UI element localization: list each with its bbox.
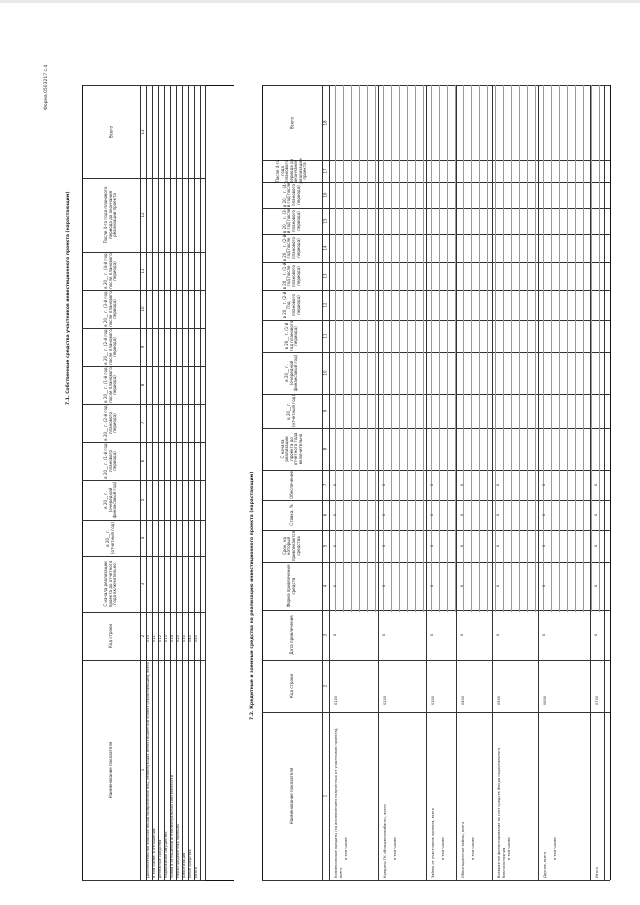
s1-row-name: денежные средства: [158, 839, 162, 878]
s2-col-number: 5: [322, 544, 328, 548]
s2-x-mark: x: [495, 513, 500, 517]
s2-row-code: 0600: [543, 695, 547, 705]
s2-col-number: 4: [322, 584, 328, 588]
s2-row-name: Коммерческие кредиты (за исключением полученных от участников проекта), всего: [334, 727, 343, 878]
s2-x-mark: x: [381, 584, 386, 588]
s2-col-number: 18: [322, 119, 328, 126]
section2-title: 7.2. Кредитные и заемные средства на реализацию инвестиционного проекта (нарастающим): [250, 471, 255, 720]
s1-row-code: 011: [152, 635, 156, 642]
s2-col-number: 15: [322, 218, 328, 224]
s1-header-report: в 20__ г. (отчетный год): [105, 522, 115, 555]
s1-header-start: С начала реализации проекта до отчетного года включительно: [103, 560, 118, 608]
s1-row-code: 014: [170, 635, 174, 642]
s2-row-sub: в том числе:: [553, 836, 557, 860]
s2-header-term: Срок, на который привлекаются средства: [281, 530, 301, 562]
s2-row-name: Займы от участников проекта, всего: [431, 808, 435, 878]
s1-col-number: 7: [140, 421, 145, 425]
s1-col-number: 5: [140, 498, 145, 502]
form-tag: Форма 0503217 с.4: [44, 64, 49, 110]
s2-row-sub: в том числе:: [471, 836, 475, 860]
s2-row-sub: в том числе:: [344, 836, 348, 860]
s2-x-mark: x: [429, 513, 434, 517]
s2-col-number: 7: [322, 483, 328, 487]
s2-header-after4: После 4-го года планового периода до окончания реализации проекта: [274, 158, 308, 184]
s2-row-code: 0100: [334, 695, 338, 705]
s2-row-code: 0200: [383, 695, 387, 705]
s1-col-number: 6: [140, 459, 145, 463]
s2-row-name: Кредиты ГК «Внешэкономбанк», всего: [383, 804, 387, 878]
s1-row-code: 040: [188, 635, 192, 642]
s2-header-plan: в 20__ г. (очередной финансовый год): [284, 354, 299, 392]
s1-col-number: 1: [140, 768, 145, 772]
s2-col-number: 2: [322, 684, 328, 688]
s2-header-a4: в 20__ г. (4-й год после планового периода): [281, 182, 301, 208]
s2-x-mark: x: [429, 544, 434, 548]
s2-header-a3: в 20__ г. (3-й год после планового периода): [281, 208, 301, 234]
scan-edge: [0, 0, 640, 3]
s1-row-code: 012: [158, 635, 162, 642]
s2-row-name: Другие, всего: [543, 851, 547, 878]
s2-x-mark: x: [541, 513, 546, 517]
s2-header-start: С начала реализации проекта до отчетного года включительно: [279, 432, 303, 466]
s2-x-mark: x: [593, 483, 598, 487]
s2-header-rate: Ставка, %: [288, 504, 294, 526]
s2-x-mark: x: [459, 483, 464, 487]
s2-header-report: в 20__ г. (отчетный год): [286, 395, 296, 428]
s2-col-number: 9: [322, 409, 328, 413]
s2-col-number: 12: [322, 302, 328, 308]
s1-header-after4: После 4-го года планового периода до окончания реализации проекта: [103, 186, 118, 244]
s1-row-code: 030: [182, 635, 186, 642]
s2-x-mark: x: [495, 584, 500, 588]
s1-col-number: 8: [140, 383, 145, 387]
s2-row-code: 0400: [461, 695, 465, 705]
s1-col-number: 13: [140, 128, 145, 135]
s1-row-name: Итого: [194, 866, 198, 878]
s1-header-code: Код строки: [107, 624, 113, 648]
s2-x-mark: x: [459, 544, 464, 548]
s1-header-a2: в 20__ г. (2-й год после планового периода): [103, 329, 118, 365]
s2-x-mark: x: [593, 513, 598, 517]
s1-col-number: 10: [140, 306, 145, 312]
s2-x-mark: x: [332, 544, 337, 548]
s1-header-y2: в 20__ г. (2-й год планового периода): [103, 405, 118, 441]
s2-header-secure: Обеспечение: [288, 471, 294, 499]
s2-header-date: Дата привлечения: [288, 615, 294, 655]
s1-header-plan: в 20__ г. (очередной финансовый год): [103, 481, 118, 519]
s2-header-code: Код строки: [288, 674, 294, 698]
s1-col-number: 12: [140, 212, 145, 218]
s2-col-number: 14: [322, 245, 328, 251]
s2-x-mark: x: [332, 633, 337, 637]
s2-x-mark: x: [381, 513, 386, 517]
s1-row-code: 050: [194, 635, 198, 642]
s2-header-form: Форма привлечения средств: [286, 564, 296, 608]
s2-col-number: 17: [322, 168, 328, 174]
s2-col-number: 3: [322, 633, 328, 637]
s2-x-mark: x: [459, 584, 464, 588]
s1-header-y1: в 20__ г. (1-й год планового периода): [103, 443, 118, 479]
s2-x-mark: x: [495, 483, 500, 487]
s2-row-name: Итого: [595, 866, 599, 878]
s1-row-name: в том числе: в отношении:: [152, 827, 156, 878]
s2-header-total: Всего: [288, 116, 294, 129]
s1-col-number: 4: [140, 536, 145, 540]
s1-col-number: 9: [140, 345, 145, 349]
s2-col-number: 1: [322, 794, 328, 798]
s1-col-number: 3: [140, 582, 145, 586]
s2-row-sub: в том числе:: [393, 836, 397, 860]
s2-row-sub: в том числе:: [441, 836, 445, 860]
s1-header-a4: в 20__ г. (4-й год после планового периода): [103, 253, 118, 289]
s1-row-code: 010: [146, 635, 150, 642]
s2-x-mark: x: [459, 633, 464, 637]
s2-x-mark: x: [593, 633, 598, 637]
s2-x-mark: x: [332, 513, 337, 517]
s2-x-mark: x: [332, 584, 337, 588]
s1-col-number: 2: [140, 634, 145, 638]
s2-x-mark: x: [381, 544, 386, 548]
s1-row-name: недвижимое имущество: [164, 831, 168, 878]
s2-x-mark: x: [593, 584, 598, 588]
s2-header-a1: в 20__ г. (1-й год после планового периода): [281, 262, 301, 290]
s2-col-number: 6: [322, 513, 328, 517]
s2-x-mark: x: [429, 584, 434, 588]
s2-x-mark: x: [332, 483, 337, 487]
section1-title: 7.1. Собственные средства участников инвестиционного проекта (нарастающим): [66, 191, 71, 405]
s1-header-total: Всего: [107, 125, 113, 138]
s2-x-mark: x: [541, 483, 546, 487]
s1-row-code: 013: [164, 635, 168, 642]
s2-x-mark: x: [495, 633, 500, 637]
s2-row-name: Облигационные займы, всего: [461, 821, 465, 878]
s2-x-mark: x: [541, 544, 546, 548]
s2-header-a2: в 20__ г. (2-й год после планового периода): [281, 234, 301, 262]
s1-header-name: Наименование показателя: [107, 741, 113, 799]
s2-row-sub: в том числе:: [507, 836, 511, 860]
s2-row-code: 0500: [497, 695, 501, 705]
s2-row-code: 0700: [595, 695, 599, 705]
s2-x-mark: x: [495, 544, 500, 548]
s2-row-code: 0300: [431, 695, 435, 705]
s1-row-name: Иные средства: [188, 849, 192, 878]
s2-x-mark: x: [541, 584, 546, 588]
s2-header-y1: в 20__ г. (1-й год планового периода): [284, 320, 299, 352]
s1-row-name: Амортизация: [182, 852, 186, 878]
s2-x-mark: x: [593, 544, 598, 548]
s2-x-mark: x: [381, 633, 386, 637]
s2-x-mark: x: [429, 483, 434, 487]
s2-header-name: Наименование показателя: [288, 767, 294, 825]
s1-row-code: 020: [176, 635, 180, 642]
s2-row-name: Возвратное финансирование за счет средств Фонда национального благосостояния: [497, 747, 506, 878]
s1-row-name: Нераспределенная прибыль: [176, 823, 180, 878]
s1-row-name: Дополнительная эмиссия акций юридических лиц, реализующих инвестиционный проект (нарастающим), всего: [146, 662, 150, 878]
s2-x-mark: x: [381, 483, 386, 487]
s1-row-name: права в отношении интеллектуальной собственности: [170, 775, 174, 878]
s2-col-number: 11: [322, 333, 328, 339]
s2-col-number: 13: [322, 273, 328, 279]
s2-x-mark: x: [429, 633, 434, 637]
s1-header-a1: в 20__ г. (1-й год после планового периода): [103, 367, 118, 403]
s2-x-mark: x: [541, 633, 546, 637]
s2-x-mark: x: [459, 513, 464, 517]
s1-header-a3: в 20__ г. (3-й год после планового периода): [103, 291, 118, 327]
s2-header-y2: в 20__ г. (2-й год планового периода): [281, 291, 301, 319]
s2-col-number: 16: [322, 192, 328, 198]
s2-col-number: 8: [322, 447, 328, 451]
s1-col-number: 11: [140, 268, 145, 274]
s2-col-number: 10: [322, 370, 328, 376]
